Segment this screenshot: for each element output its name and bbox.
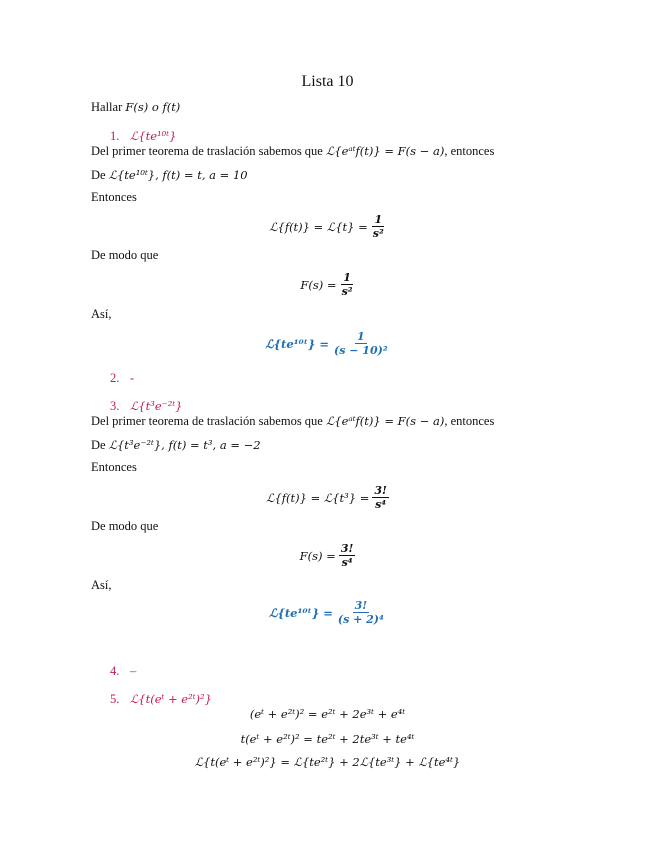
list-item-5 (110, 691, 212, 707)
item-3-result-frac: $\frac{3!}{\text{(s + 2)⁴}}$ (337, 599, 384, 626)
item-1-theorem-text: Del primer teorema de traslación sabemos que (91, 144, 326, 158)
intro-line (91, 99, 180, 115)
item-3-eq2-frac: $\frac{3!}{\text{s⁴}}$ (340, 542, 354, 569)
item-3-given-prefix: De (91, 438, 109, 452)
item-2-text: - (130, 371, 135, 385)
item-1-result-lhs: ℒ{te¹⁰ᵗ} = (265, 336, 330, 351)
item-3-theorem-suffix: , entonces (444, 414, 495, 428)
item-3-asi: Así, (91, 578, 112, 592)
item-3-result (0, 599, 655, 626)
item-3-theorem-text: Del primer teorema de traslación sabemos que (91, 414, 326, 428)
list-item-2 (110, 370, 134, 386)
item-3-result-lhs: ℒ{te¹⁰ᵗ} = (269, 605, 333, 620)
item-3-theorem-expr: ℒ{eᵃᵗf(t)} = F(s − a) (325, 414, 445, 428)
item-1-demodo: De modo que (91, 248, 159, 262)
item-1-eq1 (0, 213, 655, 240)
item-3-expr: ℒ{t³e⁻²ᵗ} (130, 399, 183, 413)
item-3-eq1-frac: $\frac{3!}{\text{s⁴}}$ (374, 484, 387, 511)
intro-text: Hallar (91, 100, 126, 114)
item-5-expr: ℒ{t(eᵗ + e²ᵗ)²} (130, 692, 212, 706)
item-1-theorem-expr: ℒ{eᵃᵗf(t)} = F(s − a) (325, 144, 445, 158)
item-1-expr: ℒ{te¹⁰ᵗ} (130, 129, 177, 143)
item-3-demodo: De modo que (91, 519, 159, 533)
item-3-given (91, 437, 261, 453)
item-1-theorem-suffix: , entonces (444, 144, 495, 158)
item-5-number: 5. (110, 692, 120, 706)
item-1-eq1-lhs: ℒ{f(t)} = ℒ{t} = (269, 219, 368, 234)
item-3-eq1-lhs: ℒ{f(t)} = ℒ{t³} = (266, 490, 370, 505)
item-5-line2-expr: t(eᵗ + e²ᵗ)² = te²ᵗ + 2te³ᵗ + te⁴ᵗ (240, 732, 415, 746)
item-3-eq2 (0, 542, 655, 569)
intro-expr: F(s) o f(t) (125, 100, 181, 114)
item-1-number: 1. (110, 129, 120, 143)
item-1-eq2-lhs: F(s) = (300, 277, 337, 292)
item-2-number: 2. (110, 371, 120, 385)
item-5-line1 (0, 706, 655, 722)
item-4-number: 4. (110, 664, 120, 678)
item-4-text: – (130, 664, 137, 678)
item-5-line3-expr: ℒ{t(eᵗ + e²ᵗ)²} = ℒ{te²ᵗ} + 2ℒ{te³ᵗ} + ℒ{te⁴ᵗ} (194, 755, 461, 769)
item-3-theorem (91, 413, 494, 429)
item-5-line2 (0, 731, 655, 747)
item-1-eq2-frac: $\frac{1}{\text{s²}}$ (341, 271, 353, 298)
item-3-number: 3. (110, 399, 120, 413)
item-1-given-expr: ℒ{te¹⁰ᵗ}, f(t) = t, a = 10 (108, 168, 248, 182)
item-1-result-frac: $\frac{1}{\text{(s − 10)²}}$ (334, 330, 388, 357)
item-1-theorem (91, 143, 494, 159)
item-5-line3 (0, 754, 655, 770)
item-1-result (0, 330, 655, 357)
item-3-entonces: Entonces (91, 460, 137, 474)
list-item-3 (110, 398, 182, 414)
page-title: Lista 10 (301, 73, 354, 90)
item-1-eq1-frac: $\frac{1}{\text{s²}}$ (372, 213, 384, 240)
item-5-line1-expr: (eᵗ + e²ᵗ)² = e²ᵗ + 2e³ᵗ + e⁴ᵗ (249, 707, 406, 721)
item-1-given-prefix: De (91, 168, 109, 182)
item-1-eq2 (0, 271, 655, 298)
item-1-entonces: Entonces (91, 190, 137, 204)
item-1-given (91, 167, 248, 183)
item-3-eq2-lhs: F(s) = (299, 548, 336, 563)
item-3-given-expr: ℒ{t³e⁻²ᵗ}, f(t) = t³, a = −2 (108, 438, 261, 452)
list-item-4 (110, 663, 136, 679)
item-1-asi: Así, (91, 307, 112, 321)
item-3-eq1 (0, 484, 655, 511)
list-item-1 (110, 128, 176, 144)
